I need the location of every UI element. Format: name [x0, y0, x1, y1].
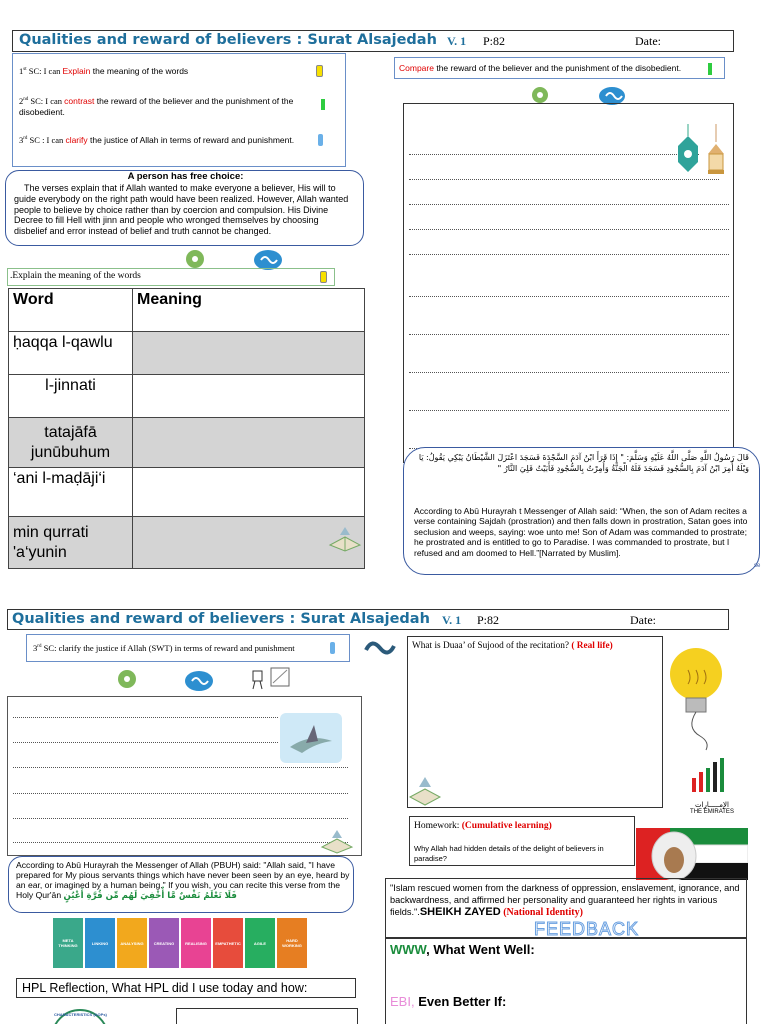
analysing-icon	[114, 669, 140, 689]
free-choice-text: The verses explain that if Allah wanted to make everyone a believer, His will to guide everybody on the right path would have been realized. However, Allah wanted people to believe by choice rather than by coercion and compulsion. His Divine Decree to fill Hell with jinn and people who wronged themselves by choosing disbelief and error instead of belief and truth cannot be changed.	[14, 183, 349, 237]
homework-box	[409, 816, 635, 866]
table-row	[9, 418, 365, 468]
answer-line[interactable]	[409, 254, 729, 255]
answer-line[interactable]	[409, 334, 729, 335]
bird-image	[280, 713, 342, 763]
words-table	[8, 288, 365, 569]
word-cell: ‘ani l-maḍāji‘i	[9, 468, 133, 517]
page2-page-number: P:82	[477, 613, 500, 627]
page1-title-bar	[12, 30, 734, 52]
compare-box	[394, 57, 725, 79]
hpl-tile-linking: LINKING	[85, 918, 115, 968]
lightbulb-icon	[666, 642, 726, 752]
ebi-line: EBI, Even Better If:	[390, 994, 507, 1009]
explain-label-box	[7, 268, 335, 286]
page2-hadith-text: According to Abū Hurayrah the Messenger of Allah (PBUH) said: "Allah said, "I have prepared for My pious servants things which have never been seen by an eye, heard by an ear, or imagined by a human being." If you wish, you can recite this verse from the Holy Qur'ān فَلَا تَعْلَمُ نَفْسٌ مَّا أُخْفِيَ لَهُم مِّن قُرَّةِ أَعْيُنٍ	[16, 860, 350, 901]
quote-text: "Islam rescued women from the darkness of oppression, enslavement, ignorance, and backwardness, and affirmed her personality and guaranteed her rights in various fields.".SHEIKH ZAYED (National Identity)	[390, 883, 740, 918]
answer-line[interactable]	[409, 410, 729, 411]
hadith-arabic: قَالَ رَسُولُ اللَّهِ صَلَّى اللَّهُ عَلَيْهِ وَسَلَّمَ: " إِذَا قَرَأَ ابْنُ آدَمَ السَّجْدَةَ فَسَجَدَ اعْتَزَلَ الشَّيْطَانُ يَبْكِي يَقُولُ: يَا وَيْلَهُ أُمِرَ ابْنُ آدَمَ بِالسُّجُودِ فَسَجَدَ فَلَهُ الْجَنَّةُ وَأُمِرْتُ بِالسُّجُودِ فَأَبَيْتُ فَلِيَ النَّارُ "	[418, 453, 749, 473]
hpl-reflection-label: HPL Reflection, What HPL did I use today and how:	[22, 981, 308, 995]
hpl-answer-box[interactable]	[176, 1008, 358, 1024]
emirates-arabic: الإمـــــارات	[695, 801, 729, 809]
success-criteria-box	[12, 53, 346, 167]
compare-answer-box	[403, 103, 734, 463]
hpl-tile-hard-working: HARD WORKING	[277, 918, 307, 968]
emirates-english: THE EMIRATES	[690, 809, 734, 815]
page1-date-label: Date:	[635, 34, 661, 48]
aop-label: CHARACTERISTICS (AOPs)	[54, 1012, 107, 1017]
answer-line[interactable]	[13, 717, 278, 718]
duaa-question: What is Duaa’ of Sujood of the recitation? ( Real life)	[412, 641, 613, 651]
answer-line[interactable]	[409, 296, 729, 297]
meaning-cell[interactable]	[133, 332, 365, 375]
hpl-tile-agile: AGILE	[245, 918, 275, 968]
linking-icon	[184, 670, 214, 692]
word-cell: ḥaqqa l-qawlu	[9, 332, 133, 375]
table-row	[9, 517, 365, 569]
answer-line[interactable]	[13, 842, 348, 843]
page1-title: Qualities and reward of believers : Surat Alsajedah	[19, 32, 437, 48]
uae-flag-image	[636, 828, 748, 880]
answer-line[interactable]	[13, 818, 348, 819]
answer-line[interactable]	[13, 742, 278, 743]
free-choice-heading: A person has free choice:	[127, 171, 244, 182]
aop-emblem	[30, 1008, 130, 1024]
explain-label: .Explain the meaning of the words	[10, 271, 141, 281]
table-row	[9, 332, 365, 375]
emirates-logo	[688, 756, 736, 832]
compare-status-icon	[708, 63, 712, 75]
compare-text: Compare the reward of the believer and the punishment of the disobedient.	[399, 63, 682, 73]
answer-line[interactable]	[409, 154, 699, 155]
answer-line[interactable]	[13, 793, 348, 794]
meaning-cell[interactable]	[133, 418, 365, 468]
page2-hadith-bubble	[8, 856, 354, 913]
hpl-tile-creating: CREATING	[149, 918, 179, 968]
hpl-tile-meta-thinking: META THINKING	[53, 918, 83, 968]
www-ebi-box	[385, 938, 747, 1024]
sc3: 3rd SC : I can clarify the justice of Allah in terms of reward and punishment.	[19, 134, 295, 145]
homework-label: Homework: (Cumulative learning)	[414, 821, 552, 831]
word-cell: l-jinnati	[9, 375, 133, 418]
sc3-status-icon	[318, 134, 323, 146]
emirates-bars-icon	[688, 756, 736, 796]
hpl-tile-analysing: ANALYSING	[117, 918, 147, 968]
page2-sc-box	[26, 634, 350, 662]
sc1-status-icon	[316, 65, 323, 77]
page2-answer-box	[7, 696, 362, 856]
quran-book-icon	[408, 771, 442, 807]
page2-version: V. 1	[442, 613, 462, 627]
analysing-icon	[183, 249, 207, 269]
page2-date-label: Date:	[630, 613, 656, 627]
link-chain-icon	[362, 636, 398, 658]
answer-line[interactable]	[409, 372, 729, 373]
quran-book-icon	[320, 829, 354, 855]
hpl-tile-empathetic: EMPATHETIC	[213, 918, 243, 968]
table-row	[9, 468, 365, 517]
feedback-label: FEEDBACK	[534, 919, 640, 939]
hpl-tile-realising: REALISING	[181, 918, 211, 968]
www-line: WWW, What Went Well:	[390, 942, 535, 957]
duaa-box	[407, 636, 663, 808]
page2-sc-text: 3rd SC: clarify the justice if Allah (SWT) in terms of reward and punishment	[33, 643, 295, 653]
hadith-english: According to Abū Hurayrah t Messenger of Allah said: “When, the son of Adam recites a verse containing Sajdah (prostration) and then falls down in prostration, Satan goes into seclusion and weeps, saying: woe unto me! Son of Adam was commanded to prostrate; he prostrated and is entitled to go to Paradise. I was commanded to prostrate, but I refused and am doomed to Hell.”[Narrated by Muslim].	[414, 506, 748, 558]
sc1: 1st SC: I can Explain the meaning of the words	[19, 65, 189, 76]
answer-line[interactable]	[13, 767, 348, 768]
page2-sc-status-icon	[330, 642, 335, 654]
table-header-meaning: Meaning	[133, 289, 365, 332]
meaning-cell[interactable]	[133, 375, 365, 418]
page2-title-bar	[7, 609, 729, 630]
sc2-status-icon	[321, 99, 325, 110]
explain-status-icon	[320, 271, 327, 283]
page1-version: V. 1	[447, 34, 467, 48]
table-row	[9, 375, 365, 418]
word-cell: tatajāfā junūbuhum	[9, 418, 133, 468]
meaning-cell[interactable]	[133, 517, 365, 569]
corner-mark: se	[754, 563, 761, 569]
page1-page-number: P:82	[483, 34, 506, 48]
hpl-reflection-box	[16, 978, 356, 998]
quran-book-icon	[328, 523, 362, 553]
easel-icon	[249, 667, 291, 691]
lantern-icon	[672, 124, 732, 184]
word-cell: min qurrati 'a‘yunin	[9, 517, 133, 569]
homework-question: Why Allah had hidden details of the delight of believers in paradise?	[414, 844, 604, 863]
answer-line[interactable]	[409, 204, 729, 205]
table-header-word: Word	[9, 289, 133, 332]
meaning-cell[interactable]	[133, 468, 365, 517]
page2-title: Qualities and reward of believers : Surat Alsajedah	[12, 611, 430, 627]
analysing-icon	[529, 86, 551, 104]
hpl-tiles	[53, 918, 311, 970]
sc2: 2nd SC: I can contrast the reward of the believer and the punishment of the disobedient.	[19, 95, 294, 117]
answer-line[interactable]	[409, 229, 729, 230]
hadith-bubble	[403, 447, 760, 575]
free-choice-bubble	[5, 170, 364, 246]
quote-box	[385, 878, 747, 938]
